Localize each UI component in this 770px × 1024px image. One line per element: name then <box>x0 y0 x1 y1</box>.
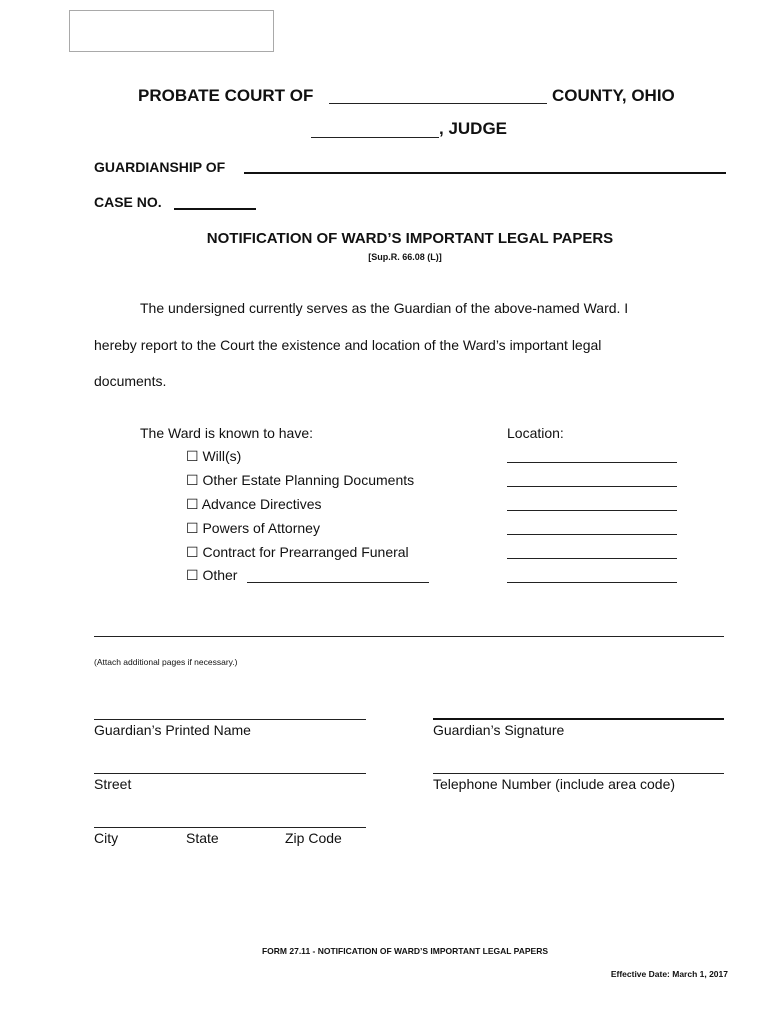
section-divider <box>94 636 724 637</box>
county-ohio-label: COUNTY, OHIO <box>552 86 675 105</box>
case-no-label: CASE NO. <box>94 194 162 210</box>
judge-name-blank[interactable] <box>311 137 439 138</box>
signature-line[interactable] <box>433 718 724 720</box>
rule-reference: [Sup.R. 66.08 (L)] <box>368 252 442 262</box>
ward-known-label: The Ward is known to have: <box>140 425 314 441</box>
printed-name-label: Guardian’s Printed Name <box>94 722 251 738</box>
document-label: Other Estate Planning Documents <box>202 472 415 488</box>
checkbox-wills[interactable]: ☐ <box>186 448 199 464</box>
location-blank-powers-of-attorney[interactable] <box>507 534 677 535</box>
court-stamp-box <box>69 10 274 52</box>
location-blank-advance-directives[interactable] <box>507 510 677 511</box>
document-label: Advance Directives <box>201 496 322 512</box>
location-blank-prearranged-funeral[interactable] <box>507 558 677 559</box>
checkbox-estate-planning[interactable]: ☐ <box>186 472 199 488</box>
city-label: City <box>94 830 119 846</box>
printed-name-line[interactable] <box>94 719 366 720</box>
document-label: Other <box>202 567 238 583</box>
document-label: Will(s) <box>202 448 242 464</box>
document-item-wills <box>186 448 241 465</box>
body-line-3: documents. <box>94 373 167 389</box>
body-line-2: hereby report to the Court the existence and location of the Ward’s important legal <box>94 337 602 353</box>
guardianship-name-blank[interactable] <box>244 172 726 174</box>
other-description-blank[interactable] <box>247 582 429 583</box>
street-line[interactable] <box>94 773 366 774</box>
case-number-blank[interactable] <box>174 208 256 210</box>
location-blank-other[interactable] <box>507 582 677 583</box>
body-line-1: The undersigned currently serves as the Guardian of the above-named Ward. I <box>140 300 629 316</box>
footer-effective-date: Effective Date: March 1, 2017 <box>610 969 728 979</box>
location-label: Location: <box>507 425 564 441</box>
location-blank-estate-planning[interactable] <box>507 486 677 487</box>
document-item-advance-directives <box>186 496 322 513</box>
judge-label: , JUDGE <box>439 119 508 138</box>
form-title: NOTIFICATION OF WARD’S IMPORTANT LEGAL PAPERS <box>206 230 614 247</box>
document-item-powers-of-attorney <box>186 520 320 537</box>
attach-note: (Attach additional pages if necessary.) <box>94 657 238 667</box>
signature-label: Guardian’s Signature <box>433 722 565 738</box>
checkbox-prearranged-funeral[interactable]: ☐ <box>186 544 199 560</box>
document-item-estate-planning <box>186 472 414 489</box>
telephone-line[interactable] <box>433 773 724 774</box>
street-label: Street <box>94 776 132 792</box>
guardianship-label: GUARDIANSHIP OF <box>94 159 226 175</box>
state-label: State <box>186 830 219 846</box>
county-name-blank[interactable] <box>329 103 547 104</box>
document-item-prearranged-funeral <box>186 544 409 561</box>
zip-code-label: Zip Code <box>285 830 342 846</box>
probate-court-label: PROBATE COURT OF <box>138 86 314 105</box>
checkbox-powers-of-attorney[interactable]: ☐ <box>186 520 199 536</box>
checkbox-other[interactable]: ☐ <box>186 567 199 583</box>
telephone-label: Telephone Number (include area code) <box>433 776 676 792</box>
location-blank-wills[interactable] <box>507 462 677 463</box>
checkbox-advance-directives[interactable]: ☐ <box>186 496 199 512</box>
document-item-other <box>186 567 237 584</box>
document-label: Contract for Prearranged Funeral <box>202 544 409 560</box>
city-state-zip-line[interactable] <box>94 827 366 828</box>
document-label: Powers of Attorney <box>202 520 320 536</box>
footer-form-title: FORM 27.11 - NOTIFICATION OF WARD’S IMPORTANT LEGAL PAPERS <box>261 946 549 956</box>
